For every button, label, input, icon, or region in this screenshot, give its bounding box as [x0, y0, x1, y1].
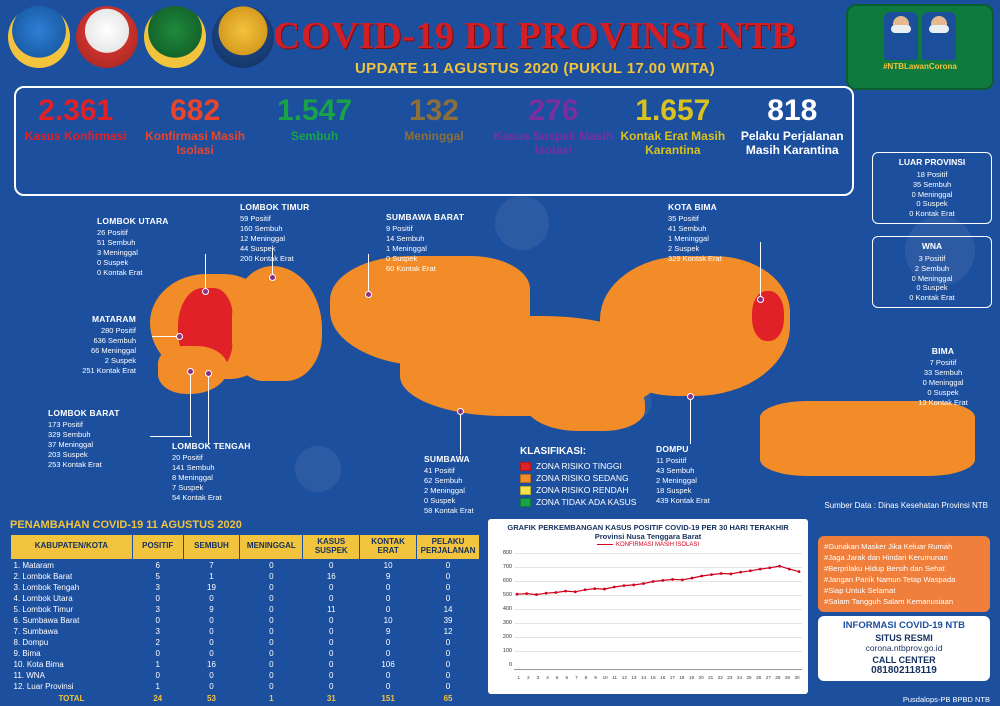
callout-title: DOMPU — [656, 444, 689, 454]
callout-line-meninggal: 37 Meninggal — [48, 440, 94, 449]
table-row: 12. Luar Provinsi 1 0 0 0 0 0 — [13, 681, 451, 691]
header — [0, 0, 1000, 92]
col-kasus-suspek: KASUS SUSPEK — [303, 535, 360, 560]
callout-line-sembuh: 636 Sembuh — [93, 336, 136, 346]
stat-sembuh — [255, 88, 374, 194]
sidebox-line-suspek: 0 Suspek — [916, 283, 948, 293]
tip-line: #Siap Untuk Selamat — [824, 586, 896, 595]
callout-line — [690, 396, 691, 444]
callout-line-sembuh: 62 Sembuh — [424, 476, 463, 486]
legend-swatch-icon — [520, 486, 531, 495]
legend-label: ZONA TIDAK ADA KASUS — [536, 497, 637, 507]
callout-sumbawa — [424, 454, 514, 516]
callout-kota-bima — [668, 202, 763, 264]
col-positif: POSITIF — [132, 535, 183, 560]
page-title-block — [255, 14, 815, 77]
callout-bima — [898, 346, 988, 408]
col-kontak-erat: KONTAK ERAT — [360, 535, 417, 560]
tip-line: #Jaga Jarak dan Hindari Kerumunan — [824, 553, 948, 562]
callout-line-sembuh: 43 Sembuh — [656, 466, 695, 476]
callout-line-kontak: 251 Kontak Erat — [82, 365, 136, 375]
callout-line-meninggal: 3 Meninggal — [97, 248, 138, 257]
callout-line-kontak: 13 Kontak Erat — [918, 397, 968, 407]
sidebox-line-kontak: 0 Kontak Erat — [909, 209, 955, 219]
stat-label: Meninggal — [404, 129, 464, 143]
callout-title: LOMBOK TENGAH — [172, 441, 251, 451]
daily-additions-table — [10, 534, 480, 704]
table-row: 11. WNA 0 0 0 0 0 0 — [13, 670, 451, 680]
callout-lombok-utara — [97, 216, 192, 278]
stat-label: Konfirmasi Masih Isolasi — [145, 129, 246, 157]
callout-line-positif: 280 Positif — [100, 326, 136, 336]
table-row: 3. Lombok Tengah 3 19 0 0 0 0 — [13, 582, 451, 592]
stat-label: Kontak Erat Masih Karantina — [620, 129, 726, 157]
callout-line — [368, 254, 369, 294]
callout-line-sembuh: 14 Sembuh — [386, 234, 425, 244]
health-tips-panel — [818, 536, 990, 612]
credit-text: Pusdalops-PB BPBD NTB — [902, 695, 990, 704]
table-row: 7. Sumbawa 3 0 0 0 9 12 — [13, 626, 453, 636]
callout-line-suspek: 7 Suspek — [172, 482, 204, 492]
table-row: 1. Mataram 6 7 0 0 10 0 — [13, 560, 451, 570]
callout-line-sembuh: 329 Sembuh — [48, 430, 91, 440]
chart-legend — [492, 542, 804, 548]
callout-line-suspek: 0 Suspek — [424, 495, 456, 505]
tip-line: #Berprilaku Hidup Bersih dan Sehat — [824, 564, 945, 573]
callout-line-meninggal: 1 Meninggal — [386, 244, 427, 253]
page-title: COVID-19 DI PROVINSI NTB — [273, 15, 797, 57]
callout-dot — [176, 333, 183, 340]
stat-kontak-erat-masih-karantina — [613, 88, 732, 194]
legend-swatch-icon — [520, 474, 531, 483]
chart-title: GRAFIK PERKEMBANGAN KASUS POSITIF COVID-19 PER 30 HARI TERAKHIR Provinsi Nusa Tenggara Barat — [507, 523, 789, 541]
info-call-value[interactable]: 081802118119 — [871, 665, 937, 676]
callout-line-sembuh: 33 Sembuh — [923, 368, 963, 378]
sidebox-line-meninggal: 0 Meninggal — [911, 273, 953, 283]
callout-line-meninggal: 2 Meninggal — [424, 486, 465, 495]
callout-dot — [687, 393, 694, 400]
stat-pelaku-perjalanan-masih-karantina — [733, 88, 852, 194]
callout-line-positif: 41 Positif — [424, 466, 455, 476]
stat-value: 1.547 — [277, 94, 353, 127]
callout-line-positif: 26 Positif — [97, 228, 128, 238]
callout-line-meninggal: 66 Meninggal — [90, 346, 136, 355]
badge-figures-icon — [848, 12, 992, 60]
sidebox-line-kontak: 0 Kontak Erat — [909, 293, 955, 303]
legend-item-zona-risiko-rendah — [520, 485, 636, 495]
callout-line — [205, 254, 206, 292]
data-source-note: Sumber Data : Dinas Kesehatan Provinsi NTB — [824, 501, 988, 510]
callout-line-kontak: 60 Kontak Erat — [386, 263, 436, 273]
callout-dot — [365, 291, 372, 298]
table-row: 5. Lombok Timur 3 9 0 11 0 14 — [13, 604, 453, 614]
sidebox-line-meninggal: 0 Meninggal — [911, 189, 953, 199]
callout-line-suspek: 44 Suspek — [240, 243, 276, 253]
legend-line-icon — [597, 544, 613, 545]
table-row: 6. Sumbawa Barat 0 0 0 0 10 39 — [13, 615, 453, 625]
callout-dot — [187, 368, 194, 375]
callout-title: LOMBOK BARAT — [48, 408, 120, 418]
table-row: 4. Lombok Utara 0 0 0 0 0 0 — [13, 593, 451, 603]
trend-chart — [488, 519, 808, 694]
logo-pemprov-ntb-icon — [8, 6, 70, 68]
stat-value: 682 — [170, 94, 221, 127]
legend-label: ZONA RISIKO SEDANG — [536, 473, 629, 483]
legend-klasifikasi — [520, 446, 636, 509]
callout-line-suspek: 203 Suspek — [48, 449, 88, 459]
callout-line — [460, 411, 461, 455]
badge-hashtag: #NTBLawanCorona — [883, 62, 957, 71]
stat-value: 818 — [767, 94, 818, 127]
table-total-row: TOTAL 24 53 1 31 151 65 — [58, 693, 453, 703]
page-subtitle: UPDATE 11 AGUSTUS 2020 (PUKUL 17.00 WITA) — [354, 60, 716, 77]
callout-dot — [269, 274, 276, 281]
stat-value: 2.361 — [38, 94, 114, 127]
callout-dompu — [656, 444, 746, 506]
callout-dot — [205, 370, 212, 377]
callout-lombok-tengah — [172, 441, 272, 503]
callout-line-meninggal: 2 Meninggal — [656, 476, 697, 485]
callout-line-suspek: 0 Suspek — [97, 257, 129, 267]
ntb-lawan-corona-badge — [846, 4, 994, 90]
tip-line: #Jangan Panik Namun Tetap Waspada — [824, 575, 956, 584]
col-meninggal: MENINGGAL — [240, 535, 303, 560]
callout-line-meninggal: 1 Meninggal — [668, 234, 709, 243]
table-row: 8. Dompu 2 0 0 0 0 0 — [13, 637, 451, 647]
info-call-label: CALL CENTER — [872, 655, 936, 665]
legend-item-zona-risiko-tinggi — [520, 461, 636, 471]
callout-line-positif: 59 Positif — [240, 214, 271, 224]
legend-label: ZONA RISIKO TINGGI — [536, 461, 622, 471]
table-row: 2. Lombok Barat 5 1 0 16 9 0 — [13, 571, 451, 581]
stat-kasus-suspek-masih-isolasi — [494, 88, 613, 194]
sidebox-luar-provinsi — [872, 152, 992, 224]
callout-line-positif: 9 Positif — [386, 224, 413, 234]
callout-line-positif: 11 Positif — [656, 456, 687, 466]
callout-title: BIMA — [931, 346, 955, 356]
callout-title: LOMBOK TIMUR — [240, 202, 310, 212]
info-heading: INFORMASI COVID-19 NTB — [843, 620, 965, 631]
virus-decoration-icon — [295, 446, 341, 492]
col-sembuh: SEMBUH — [183, 535, 240, 560]
callout-line-suspek: 18 Suspek — [656, 485, 692, 495]
callout-line-sembuh: 51 Sembuh — [97, 238, 136, 248]
callout-line — [150, 436, 192, 437]
legend-item-zona-risiko-sedang — [520, 473, 636, 483]
callout-line-positif: 7 Positif — [929, 358, 957, 368]
callout-line-suspek: 0 Suspek — [927, 387, 959, 397]
sidebox-wna — [872, 236, 992, 308]
stat-label: Kasus Konfirmasi — [24, 129, 127, 143]
logo-bina-bhakti-icon — [144, 6, 206, 68]
tip-line: #Salam Tangguh Salam Kemanusiaan — [824, 597, 954, 606]
sidebox-line-positif: 18 Positif — [916, 170, 948, 180]
callout-line-kontak: 439 Kontak Erat — [656, 495, 710, 505]
sidebox-title: LUAR PROVINSI — [898, 157, 966, 167]
summary-stats-bar — [14, 86, 854, 196]
callout-dot — [202, 288, 209, 295]
map-area — [0, 157, 1000, 516]
table-row: 10. Kota Bima 1 16 0 0 106 0 — [13, 659, 451, 669]
callout-title: MATARAM — [91, 314, 136, 324]
legend-swatch-icon — [520, 462, 531, 471]
callout-dot — [457, 408, 464, 415]
callout-title: SUMBAWA — [424, 454, 470, 464]
sidebox-line-sembuh: 35 Sembuh — [912, 179, 952, 189]
col-pelaku-perjalanan: PELAKU PERJALANAN — [417, 535, 480, 560]
information-panel — [818, 616, 990, 681]
chart-plot: 800 700 600 500 400 300 200 100 0 1 2 3 4 5 6 7 8 9 10 11 12 13 14 15 16 17 18 19 20 21 22 23 24 25 26 27 28 29 30 — [492, 550, 804, 670]
stat-value: 132 — [408, 94, 459, 127]
sidebox-line-positif: 3 Positif — [918, 254, 946, 264]
callout-line-sembuh: 141 Sembuh — [172, 463, 215, 473]
legend-label: ZONA RISIKO RENDAH — [536, 485, 629, 495]
tip-line: #Gunakan Masker Jika Keluar Rumah — [824, 542, 953, 551]
callout-line-meninggal: 12 Meninggal — [240, 234, 286, 243]
sidebox-line-suspek: 0 Suspek — [916, 199, 948, 209]
callout-line-meninggal: 8 Meninggal — [172, 473, 213, 482]
chart-x-axis-labels: 1 2 3 4 5 6 7 8 9 10 11 12 13 14 15 16 17 18 19 20 21 22 23 24 25 26 27 28 29 30 — [517, 675, 800, 680]
callout-line-kontak: 329 Kontak Erat — [668, 253, 722, 263]
chart-legend-label: KONFIRMASI MASIH ISOLASI — [615, 542, 699, 548]
stat-kasus-konfirmasi — [16, 88, 135, 194]
col-kabupaten-kota: KABUPATEN/KOTA — [11, 535, 133, 560]
callout-title: SUMBAWA BARAT — [386, 212, 465, 222]
stat-value: 276 — [528, 94, 579, 127]
stat-konfirmasi-masih-isolasi — [135, 88, 254, 194]
virus-decoration-icon — [495, 196, 549, 250]
stat-meninggal — [374, 88, 493, 194]
callout-sumbawa-barat — [386, 212, 486, 274]
inset-map-indonesia — [760, 401, 975, 476]
callout-line-kontak: 200 Kontak Erat — [240, 253, 294, 263]
stat-label: Sembuh — [290, 129, 339, 143]
callout-line-positif: 20 Positif — [172, 453, 203, 463]
legend-item-zona-tidak-ada-kasus — [520, 497, 636, 507]
callout-line-suspek: 2 Suspek — [104, 355, 136, 365]
callout-dot — [757, 296, 764, 303]
callout-line — [190, 371, 191, 437]
callout-line-positif: 35 Positif — [668, 214, 699, 224]
callout-line-sembuh: 41 Sembuh — [668, 224, 707, 234]
legend-title: KLASIFIKASI: — [520, 446, 587, 457]
table-title: PENAMBAHAN COVID-19 11 AGUSTUS 2020 — [10, 519, 242, 531]
callout-line-suspek: 0 Suspek — [386, 253, 418, 263]
sidebox-title: WNA — [921, 241, 943, 251]
info-site-value[interactable]: corona.ntbprov.go.id — [865, 643, 943, 653]
callout-line — [208, 374, 209, 444]
callout-title: KOTA BIMA — [668, 202, 718, 212]
legend-swatch-icon — [520, 498, 531, 507]
logo-group — [8, 6, 274, 68]
callout-line-sembuh: 160 Sembuh — [240, 224, 283, 234]
callout-mataram — [44, 314, 136, 376]
logo-bpbd-icon — [76, 6, 138, 68]
stat-label: Kasus Suspek Masih Isolasi — [493, 129, 614, 157]
callout-lombok-timur — [240, 202, 335, 264]
chart-series-line — [514, 550, 802, 668]
callout-lombok-barat — [48, 408, 144, 470]
callout-title: LOMBOK UTARA — [97, 216, 169, 226]
info-site-label: SITUS RESMI — [875, 633, 933, 643]
daily-additions-table-block — [10, 519, 480, 704]
table-row: 9. Bima 0 0 0 0 0 0 — [13, 648, 451, 658]
callout-line-kontak: 253 Kontak Erat — [48, 459, 102, 469]
table-header-row — [11, 535, 480, 560]
callout-line-meninggal: 0 Meninggal — [922, 378, 964, 387]
callout-line-kontak: 58 Kontak Erat — [424, 505, 474, 515]
sidebox-line-sembuh: 2 Sembuh — [914, 263, 950, 273]
callout-line-positif: 173 Positif — [48, 420, 84, 430]
callout-line-kontak: 54 Kontak Erat — [172, 492, 222, 502]
stat-value: 1.657 — [635, 94, 711, 127]
stat-label: Pelaku Perjalanan Masih Karantina — [740, 129, 844, 157]
callout-line-suspek: 2 Suspek — [668, 243, 700, 253]
callout-line-kontak: 0 Kontak Erat — [97, 267, 143, 277]
